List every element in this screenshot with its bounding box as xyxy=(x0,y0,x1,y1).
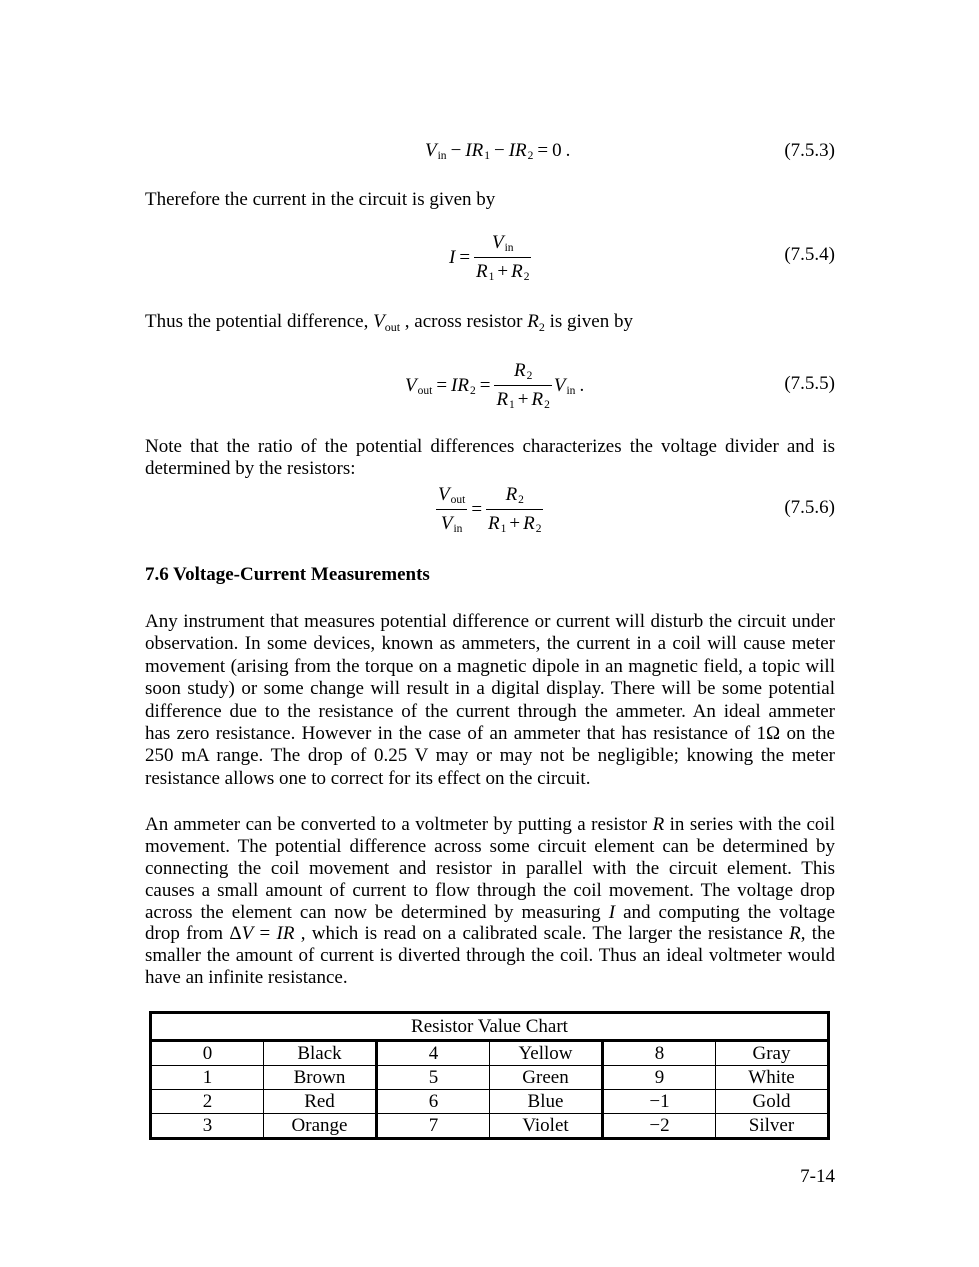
color-cell: Violet xyxy=(490,1114,603,1139)
body-text-line: determined by the resistors: xyxy=(145,458,356,479)
digit-cell: 4 xyxy=(377,1041,490,1066)
digit-cell: −1 xyxy=(603,1090,716,1114)
fraction xyxy=(474,232,531,283)
page-number: 7-14 xyxy=(800,1166,835,1187)
math-subscript: in xyxy=(453,523,463,535)
text-segment: = xyxy=(253,923,277,945)
note-paragraph xyxy=(145,436,835,480)
math-delta: Δ xyxy=(229,923,242,945)
math-operator: = xyxy=(537,140,549,161)
math-variable: IR xyxy=(451,374,469,396)
equation-7-5-6 xyxy=(436,484,543,535)
math-subscript: in xyxy=(504,242,514,254)
color-cell: Gray xyxy=(716,1041,829,1066)
text-segment: , across resistor xyxy=(400,311,528,332)
equation-number: (7.5.3) xyxy=(784,140,835,161)
math-subscript: 1 xyxy=(509,399,515,411)
equation-number: (7.5.4) xyxy=(784,244,835,265)
color-cell: Yellow xyxy=(490,1041,603,1066)
math-operator: + xyxy=(497,261,509,282)
equation-7-5-3 xyxy=(425,140,570,162)
math-subscript: 1 xyxy=(484,150,490,162)
math-variable: V xyxy=(491,232,504,253)
digit-cell: 8 xyxy=(603,1041,716,1066)
fraction-numerator xyxy=(494,360,551,385)
body-text-line: resistance allows one to correct for its effect on the circuit. xyxy=(145,767,591,789)
math-operator: + xyxy=(517,389,529,410)
body-text-line: smaller the amount of current is diverted through the coil. Thus an ideal voltmeter would xyxy=(145,945,835,967)
body-text-line: movement (arising from the torque on a magnetic dipole in an magnetic field, a topic will xyxy=(145,655,835,677)
math-variable: IR xyxy=(276,923,295,945)
fraction xyxy=(436,484,467,535)
math-variable: R xyxy=(789,923,801,945)
math-variable: V xyxy=(241,923,254,945)
math-subscript: out xyxy=(450,494,466,506)
fraction xyxy=(486,484,543,535)
math-operator: = xyxy=(459,246,471,268)
body-text-line: connecting the coil movement and resistor in parallel with the circuit element. This xyxy=(145,857,835,879)
math-variable: V xyxy=(440,513,453,534)
body-text-line: movement. The potential difference across some circuit element can be determined by xyxy=(145,835,835,857)
fraction-numerator xyxy=(486,484,543,509)
table-row xyxy=(151,1114,829,1139)
math-operator: − xyxy=(493,140,505,161)
body-text-line: have an infinite resistance. xyxy=(145,967,348,989)
fraction-denominator xyxy=(436,509,467,535)
body-text-line: Any instrument that measures potential difference or current will disturb the circuit under xyxy=(145,611,835,632)
math-operator: = xyxy=(471,498,483,520)
color-cell: Black xyxy=(264,1041,377,1066)
math-variable: I xyxy=(449,246,456,268)
math-factor xyxy=(554,375,576,397)
math-operator: + xyxy=(509,513,521,534)
color-cell: Brown xyxy=(264,1066,377,1090)
body-text-line xyxy=(145,902,835,924)
math-variable: V xyxy=(438,484,450,505)
math-variable: R xyxy=(531,389,544,410)
math-variable: IR xyxy=(465,140,484,161)
body-text-line xyxy=(145,311,835,333)
color-cell: Green xyxy=(490,1066,603,1090)
digit-cell: 0 xyxy=(151,1041,264,1066)
fraction xyxy=(494,360,551,411)
color-cell: Silver xyxy=(716,1114,829,1139)
math-subscript: 2 xyxy=(535,523,542,535)
digit-cell: 9 xyxy=(603,1066,716,1090)
math-subscript: in xyxy=(566,384,576,397)
digit-cell: 2 xyxy=(151,1090,264,1114)
text-segment: in series with the coil xyxy=(664,814,835,835)
math-variable: R xyxy=(527,311,539,332)
color-cell: White xyxy=(716,1066,829,1090)
math-punctuation: . xyxy=(565,140,571,161)
color-cell: Blue xyxy=(490,1090,603,1114)
body-text-line xyxy=(145,814,835,836)
section-heading: 7.6 Voltage-Current Measurements xyxy=(145,564,430,585)
math-subscript: 2 xyxy=(544,399,550,411)
text-segment: , which is read on a calibrated scale. The larger the resistance xyxy=(294,923,790,945)
text-segment: An ammeter can be converted to a voltmeter by putting a resistor xyxy=(145,814,653,835)
math-variable: I xyxy=(608,901,616,923)
paragraph xyxy=(145,814,835,989)
body-text-line: soon study) or some change will result in a digital display. There will be some potential xyxy=(145,678,835,700)
math-variable: V xyxy=(553,374,566,396)
table-row xyxy=(151,1090,829,1114)
math-subscript: out xyxy=(417,384,433,397)
math-variable: V xyxy=(405,374,417,396)
paragraph xyxy=(145,611,835,790)
body-text-line: observation. In some devices, known as ammeters, the current in a coil will cause meter xyxy=(145,633,835,655)
color-cell: Gold xyxy=(716,1090,829,1114)
math-subscript: 2 xyxy=(527,150,534,162)
math-subscript: 1 xyxy=(488,271,495,283)
math-variable: R xyxy=(488,513,500,534)
math-variable: V xyxy=(425,140,437,161)
text-segment: drop from xyxy=(145,923,230,945)
table-title: Resistor Value Chart xyxy=(151,1013,829,1041)
body-text-line xyxy=(145,923,835,945)
resistor-value-chart xyxy=(149,1011,830,1140)
math-operator: = xyxy=(479,374,491,396)
math-subscript: 1 xyxy=(500,523,507,535)
table-row xyxy=(151,1066,829,1090)
digit-cell: 5 xyxy=(377,1066,490,1090)
equation-number: (7.5.5) xyxy=(784,373,835,394)
math-variable: R xyxy=(523,513,535,534)
text-segment: and computing the voltage xyxy=(615,901,835,923)
math-subscript: 2 xyxy=(526,370,533,382)
math-subscript: 2 xyxy=(523,271,530,283)
color-cell: Orange xyxy=(264,1114,377,1139)
body-text-line: difference due to the resistance of the current through the ammeter. An ideal ammeter xyxy=(145,700,835,722)
text-segment: is given by xyxy=(544,311,633,332)
fraction-numerator xyxy=(474,232,531,257)
math-variable: R xyxy=(476,261,488,282)
math-variable: R xyxy=(652,814,665,835)
math-subscript: 2 xyxy=(538,320,545,334)
digit-cell: 1 xyxy=(151,1066,264,1090)
math-variable: R xyxy=(505,484,518,505)
digit-cell: −2 xyxy=(603,1114,716,1139)
math-operator: − xyxy=(450,140,462,161)
equation-7-5-5 xyxy=(405,360,584,411)
table-row xyxy=(151,1041,829,1066)
color-cell: Red xyxy=(264,1090,377,1114)
fraction-denominator xyxy=(486,509,543,535)
math-subscript: 2 xyxy=(469,384,476,397)
math-variable: IR xyxy=(508,140,527,161)
math-subscript: in xyxy=(437,150,447,162)
digit-cell: 6 xyxy=(377,1090,490,1114)
equation-7-5-4 xyxy=(449,232,531,283)
fraction-denominator xyxy=(494,385,551,411)
math-variable: R xyxy=(496,389,509,410)
body-text-line: causes a small amount of current to flow through the coil movement. The voltage drop xyxy=(145,879,835,901)
body-text-line: Therefore the current in the circuit is given by xyxy=(145,189,496,210)
math-subscript: 2 xyxy=(518,494,524,506)
fraction-denominator xyxy=(474,257,531,283)
body-text-line: has zero resistance. However in the case of an ammeter that has resistance of 1Ω on the xyxy=(145,722,835,744)
text-segment: , the xyxy=(800,923,836,945)
table-header-row xyxy=(151,1013,829,1041)
body-text-line: 250 mA range. The drop of 0.25 V may or may not be negligible; knowing the meter xyxy=(145,745,835,767)
math-operator: = xyxy=(436,374,448,396)
math-number: 0 xyxy=(552,140,562,161)
math-variable: R xyxy=(513,360,526,381)
text-segment: across the element can now be determined by measuring xyxy=(145,901,609,923)
text-segment: Thus the potential difference, xyxy=(145,311,374,332)
fraction-numerator xyxy=(436,484,467,509)
math-punctuation: . xyxy=(579,374,585,396)
digit-cell: 3 xyxy=(151,1114,264,1139)
math-variable: R xyxy=(511,261,523,282)
math-variable: V xyxy=(373,311,385,332)
digit-cell: 7 xyxy=(377,1114,490,1139)
equation-number: (7.5.6) xyxy=(784,497,835,518)
body-text-line: Note that the ratio of the potential differences characterizes the voltage divider and is xyxy=(145,436,835,457)
math-subscript: out xyxy=(384,320,401,334)
